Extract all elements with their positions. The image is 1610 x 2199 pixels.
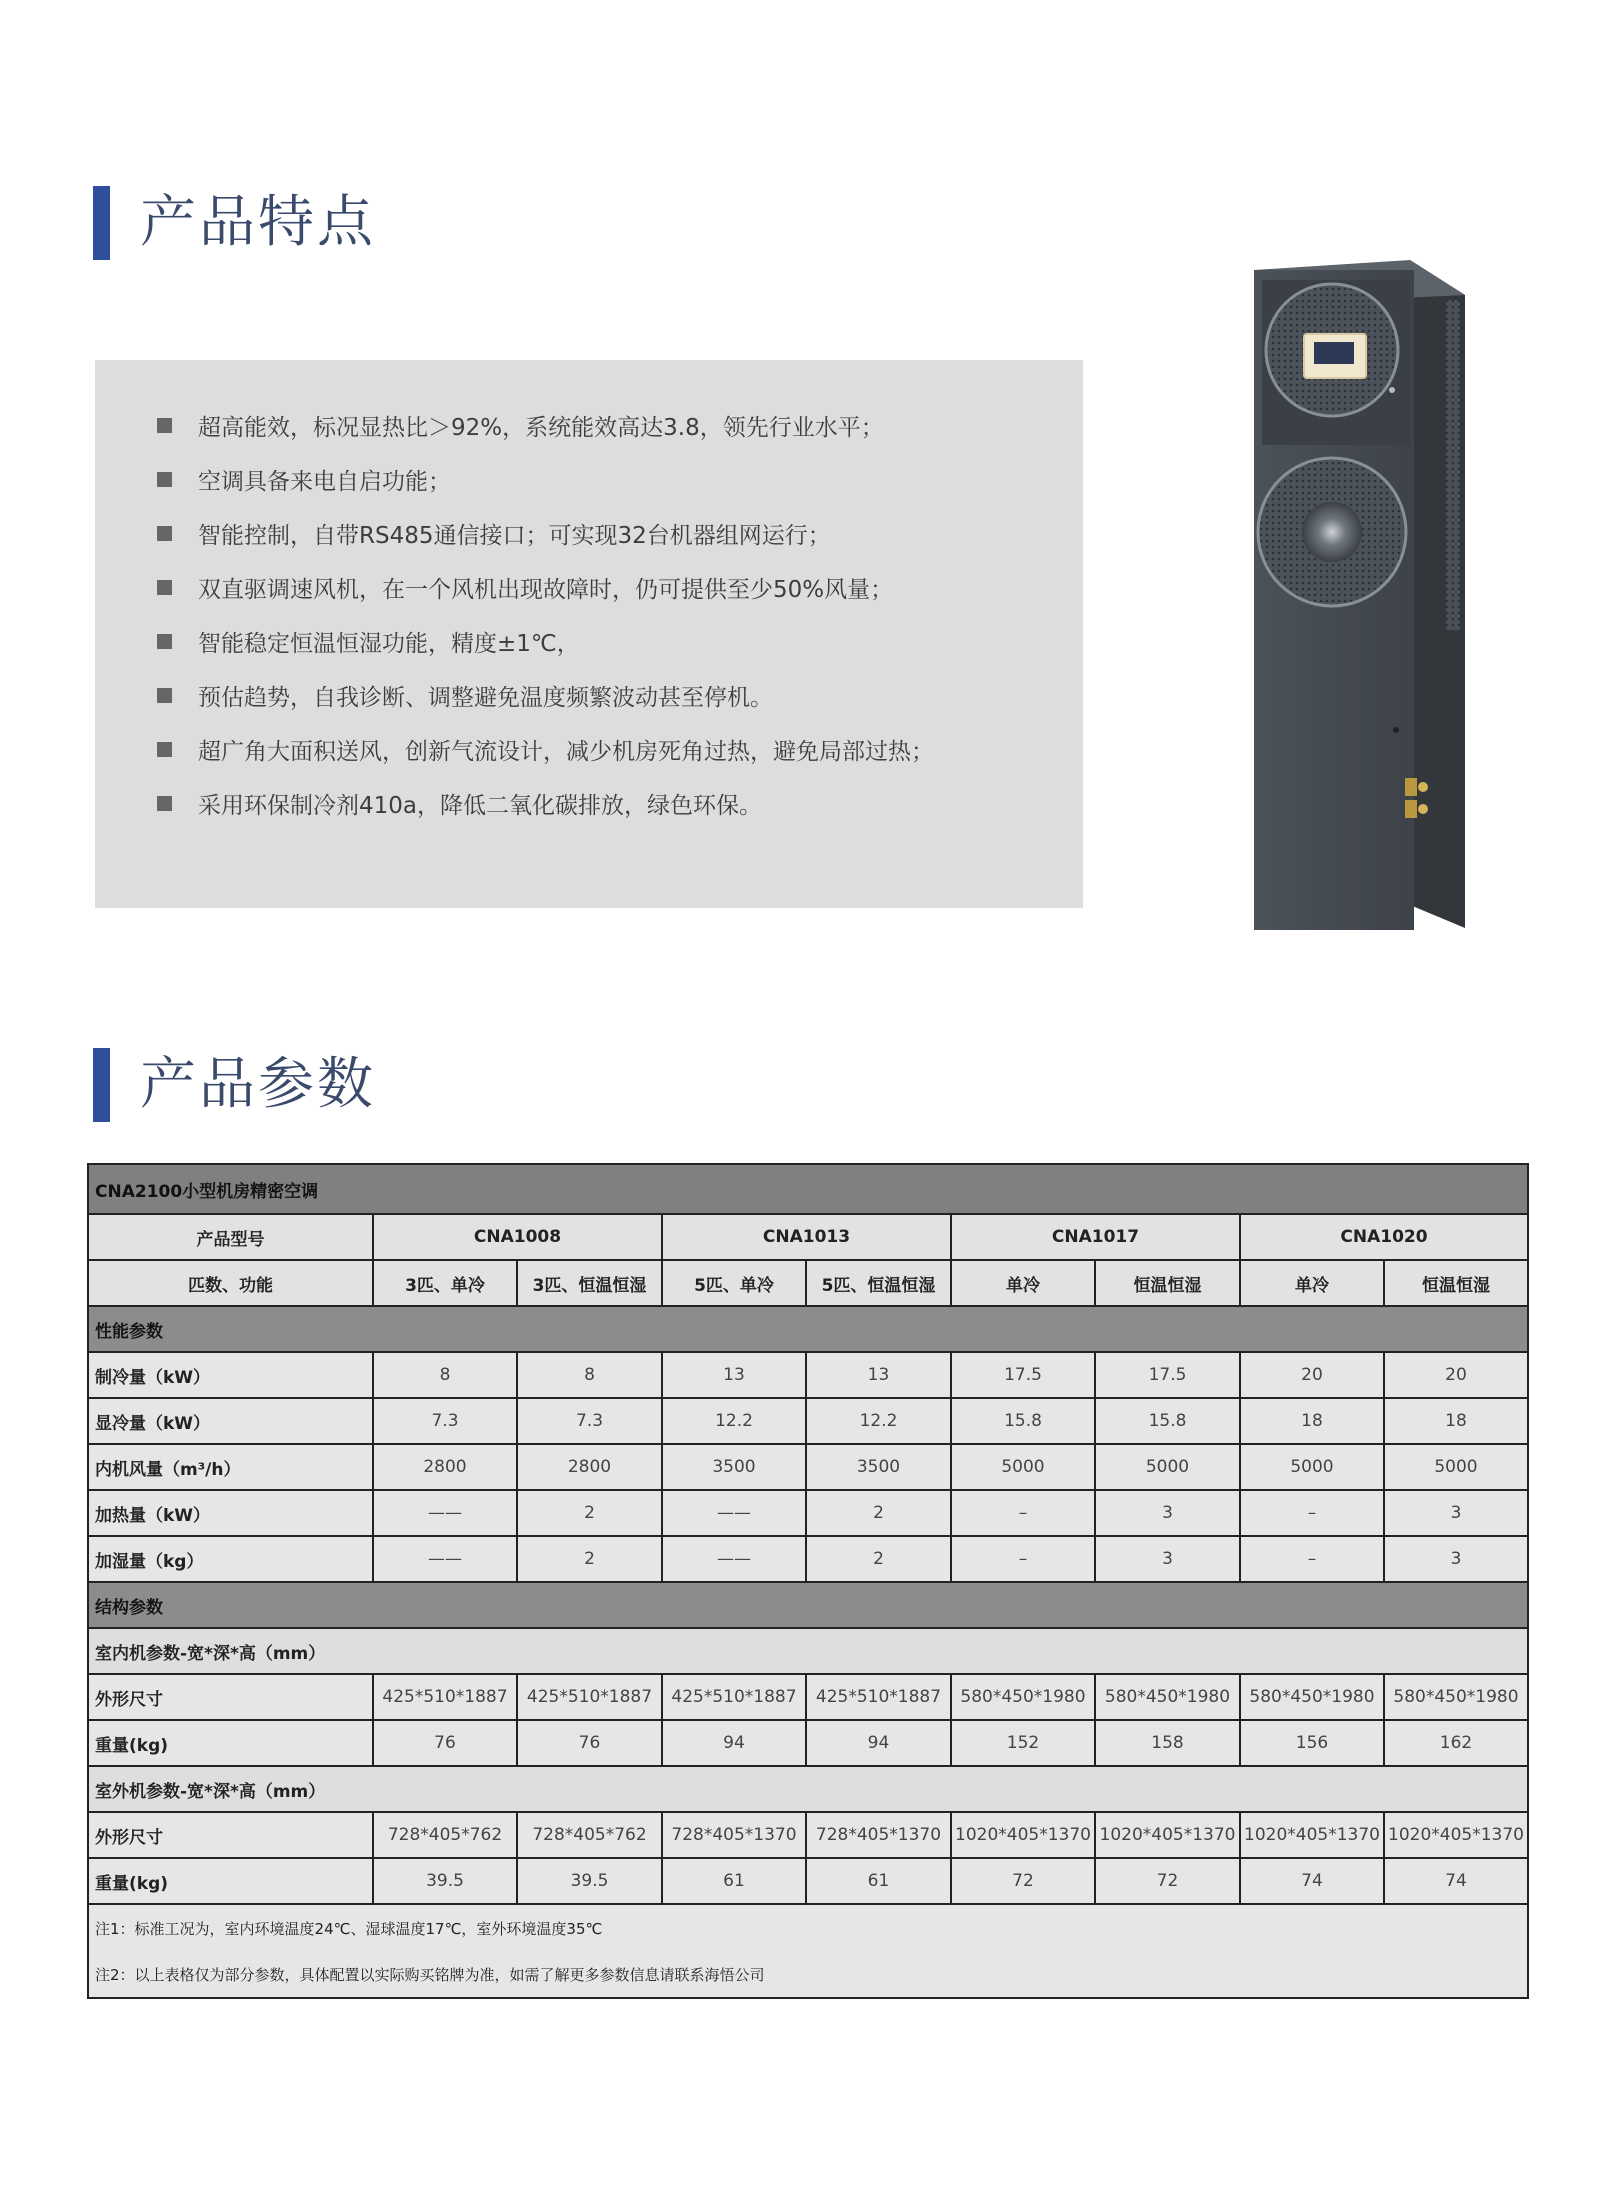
bullet-square-icon bbox=[157, 688, 172, 703]
value-cell: 18 bbox=[1384, 1398, 1528, 1444]
value-cell: 17.5 bbox=[951, 1352, 1095, 1398]
table-row bbox=[88, 1858, 1528, 1904]
features-panel bbox=[95, 360, 1083, 908]
group-label: 结构参数 bbox=[88, 1582, 1528, 1628]
value-cell: 728*405*1370 bbox=[806, 1812, 951, 1858]
feature-item: 采用环保制冷剂410a，降低二氧化碳排放，绿色环保。 bbox=[157, 776, 1083, 830]
value-cell: 2 bbox=[517, 1490, 662, 1536]
note-row bbox=[88, 1904, 1528, 1951]
table-row bbox=[88, 1812, 1528, 1858]
table-row bbox=[88, 1398, 1528, 1444]
row-label: 制冷量（kW） bbox=[88, 1352, 373, 1398]
subgroup-row-indoor bbox=[88, 1628, 1528, 1674]
value-cell: 12.2 bbox=[806, 1398, 951, 1444]
model-row bbox=[88, 1214, 1528, 1260]
value-cell: 3 bbox=[1095, 1536, 1240, 1582]
function-cell: 3匹、恒温恒湿 bbox=[517, 1260, 662, 1306]
value-cell: 5000 bbox=[1240, 1444, 1384, 1490]
value-cell: 425*510*1887 bbox=[373, 1674, 517, 1720]
value-cell: 15.8 bbox=[951, 1398, 1095, 1444]
value-cell: 76 bbox=[517, 1720, 662, 1766]
value-cell: 76 bbox=[373, 1720, 517, 1766]
value-cell: 162 bbox=[1384, 1720, 1528, 1766]
value-cell: 72 bbox=[1095, 1858, 1240, 1904]
value-cell: 3500 bbox=[806, 1444, 951, 1490]
value-cell: 94 bbox=[806, 1720, 951, 1766]
table-row bbox=[88, 1536, 1528, 1582]
note-row bbox=[88, 1951, 1528, 1998]
value-cell: 580*450*1980 bbox=[1240, 1674, 1384, 1720]
value-cell: 3 bbox=[1095, 1490, 1240, 1536]
group-row-performance bbox=[88, 1306, 1528, 1352]
row-label: 重量(kg) bbox=[88, 1858, 373, 1904]
function-cell: 3匹、单冷 bbox=[373, 1260, 517, 1306]
table-title: CNA2100小型机房精密空调 bbox=[88, 1164, 1528, 1214]
value-cell: 7.3 bbox=[373, 1398, 517, 1444]
product-image bbox=[1240, 250, 1480, 930]
feature-item: 智能控制，自带RS485通信接口；可实现32台机器组网运行； bbox=[157, 506, 1083, 560]
value-cell: 5000 bbox=[1384, 1444, 1528, 1490]
value-cell: 39.5 bbox=[517, 1858, 662, 1904]
value-cell: 2 bbox=[517, 1536, 662, 1582]
value-cell: 1020*405*1370 bbox=[951, 1812, 1095, 1858]
bullet-square-icon bbox=[157, 742, 172, 757]
value-cell: 13 bbox=[806, 1352, 951, 1398]
value-cell: —— bbox=[373, 1536, 517, 1582]
table-row bbox=[88, 1352, 1528, 1398]
value-cell: 152 bbox=[951, 1720, 1095, 1766]
perf-rows bbox=[88, 1352, 1528, 1582]
value-cell: —— bbox=[662, 1536, 806, 1582]
function-cell: 恒温恒湿 bbox=[1384, 1260, 1528, 1306]
function-cell: 单冷 bbox=[951, 1260, 1095, 1306]
bullet-square-icon bbox=[157, 526, 172, 541]
row-label: 加热量（kW） bbox=[88, 1490, 373, 1536]
section-title: 产品特点 bbox=[140, 190, 376, 255]
feature-item: 超广角大面积送风，创新气流设计，减少机房死角过热，避免局部过热； bbox=[157, 722, 1083, 776]
value-cell: —— bbox=[662, 1490, 806, 1536]
value-cell: 158 bbox=[1095, 1720, 1240, 1766]
section-accent-bar bbox=[93, 186, 110, 260]
value-cell: 8 bbox=[373, 1352, 517, 1398]
value-cell: 61 bbox=[662, 1858, 806, 1904]
row-label: 显冷量（kW） bbox=[88, 1398, 373, 1444]
value-cell: 425*510*1887 bbox=[517, 1674, 662, 1720]
note-text: 注1：标准工况为，室内环境温度24℃、湿球温度17℃，室外环境温度35℃ bbox=[88, 1904, 1528, 1951]
value-cell: 8 bbox=[517, 1352, 662, 1398]
value-cell: —— bbox=[373, 1490, 517, 1536]
feature-item: 预估趋势，自我诊断、调整避免温度频繁波动甚至停机。 bbox=[157, 668, 1083, 722]
value-cell: 94 bbox=[662, 1720, 806, 1766]
value-cell: 15.8 bbox=[1095, 1398, 1240, 1444]
value-cell: 72 bbox=[951, 1858, 1095, 1904]
value-cell: 5000 bbox=[951, 1444, 1095, 1490]
value-cell: – bbox=[1240, 1536, 1384, 1582]
section-title: 产品参数 bbox=[140, 1052, 376, 1117]
value-cell: 2800 bbox=[373, 1444, 517, 1490]
model-cell: CNA1013 bbox=[662, 1214, 951, 1260]
table-row bbox=[88, 1444, 1528, 1490]
function-cell: 5匹、单冷 bbox=[662, 1260, 806, 1306]
value-cell: 7.3 bbox=[517, 1398, 662, 1444]
row-label: 外形尺寸 bbox=[88, 1812, 373, 1858]
value-cell: 74 bbox=[1240, 1858, 1384, 1904]
subgroup-row-outdoor bbox=[88, 1766, 1528, 1812]
feature-list bbox=[95, 360, 1083, 830]
group-row-structure bbox=[88, 1582, 1528, 1628]
note-text: 注2：以上表格仅为部分参数，具体配置以实际购买铭牌为准，如需了解更多参数信息请联系海悟公司 bbox=[88, 1951, 1528, 1998]
value-cell: – bbox=[951, 1490, 1095, 1536]
feature-item: 双直驱调速风机，在一个风机出现故障时，仍可提供至少50%风量； bbox=[157, 560, 1083, 614]
subgroup-label: 室内机参数-宽*深*高（mm） bbox=[88, 1628, 1528, 1674]
value-cell: 2800 bbox=[517, 1444, 662, 1490]
value-cell: 425*510*1887 bbox=[662, 1674, 806, 1720]
section-header-features bbox=[93, 186, 376, 260]
function-cell: 5匹、恒温恒湿 bbox=[806, 1260, 951, 1306]
table-title-row bbox=[88, 1164, 1528, 1214]
indoor-rows bbox=[88, 1674, 1528, 1766]
model-cell: CNA1020 bbox=[1240, 1214, 1528, 1260]
value-cell: 3 bbox=[1384, 1536, 1528, 1582]
value-cell: 1020*405*1370 bbox=[1095, 1812, 1240, 1858]
value-cell: 74 bbox=[1384, 1858, 1528, 1904]
model-cell: CNA1008 bbox=[373, 1214, 662, 1260]
function-row bbox=[88, 1260, 1528, 1306]
value-cell: – bbox=[951, 1536, 1095, 1582]
feature-item: 超高能效，标况显热比＞92%，系统能效高达3.8，领先行业水平； bbox=[157, 398, 1083, 452]
value-cell: 580*450*1980 bbox=[951, 1674, 1095, 1720]
value-cell: 18 bbox=[1240, 1398, 1384, 1444]
value-cell: 1020*405*1370 bbox=[1384, 1812, 1528, 1858]
table-row bbox=[88, 1674, 1528, 1720]
section-header-params bbox=[93, 1048, 376, 1122]
value-cell: 2 bbox=[806, 1490, 951, 1536]
row-label: 重量(kg) bbox=[88, 1720, 373, 1766]
bullet-square-icon bbox=[157, 634, 172, 649]
table-row bbox=[88, 1490, 1528, 1536]
value-cell: 728*405*762 bbox=[517, 1812, 662, 1858]
value-cell: 20 bbox=[1384, 1352, 1528, 1398]
section-accent-bar bbox=[93, 1048, 110, 1122]
bullet-square-icon bbox=[157, 580, 172, 595]
row-label: 外形尺寸 bbox=[88, 1674, 373, 1720]
function-cell: 恒温恒湿 bbox=[1095, 1260, 1240, 1306]
table-row bbox=[88, 1720, 1528, 1766]
feature-item: 智能稳定恒温恒湿功能，精度±1℃， bbox=[157, 614, 1083, 668]
row-label: 加湿量（kg） bbox=[88, 1536, 373, 1582]
value-cell: 156 bbox=[1240, 1720, 1384, 1766]
value-cell: 13 bbox=[662, 1352, 806, 1398]
bullet-square-icon bbox=[157, 418, 172, 433]
value-cell: 5000 bbox=[1095, 1444, 1240, 1490]
outdoor-rows bbox=[88, 1812, 1528, 1904]
value-cell: 425*510*1887 bbox=[806, 1674, 951, 1720]
function-cell: 单冷 bbox=[1240, 1260, 1384, 1306]
value-cell: 3500 bbox=[662, 1444, 806, 1490]
row-label: 内机风量（m³/h） bbox=[88, 1444, 373, 1490]
value-cell: 580*450*1980 bbox=[1384, 1674, 1528, 1720]
value-cell: 39.5 bbox=[373, 1858, 517, 1904]
value-cell: 3 bbox=[1384, 1490, 1528, 1536]
value-cell: 61 bbox=[806, 1858, 951, 1904]
value-cell: 17.5 bbox=[1095, 1352, 1240, 1398]
value-cell: 580*450*1980 bbox=[1095, 1674, 1240, 1720]
spec-table bbox=[87, 1163, 1529, 1999]
subgroup-label: 室外机参数-宽*深*高（mm） bbox=[88, 1766, 1528, 1812]
model-cell: CNA1017 bbox=[951, 1214, 1240, 1260]
model-label: 产品型号 bbox=[88, 1214, 373, 1260]
group-label: 性能参数 bbox=[88, 1306, 1528, 1352]
value-cell: 728*405*762 bbox=[373, 1812, 517, 1858]
value-cell: 20 bbox=[1240, 1352, 1384, 1398]
value-cell: – bbox=[1240, 1490, 1384, 1536]
feature-item: 空调具备来电自启功能； bbox=[157, 452, 1083, 506]
bullet-square-icon bbox=[157, 472, 172, 487]
value-cell: 1020*405*1370 bbox=[1240, 1812, 1384, 1858]
function-label: 匹数、功能 bbox=[88, 1260, 373, 1306]
value-cell: 728*405*1370 bbox=[662, 1812, 806, 1858]
value-cell: 2 bbox=[806, 1536, 951, 1582]
bullet-square-icon bbox=[157, 796, 172, 811]
value-cell: 12.2 bbox=[662, 1398, 806, 1444]
